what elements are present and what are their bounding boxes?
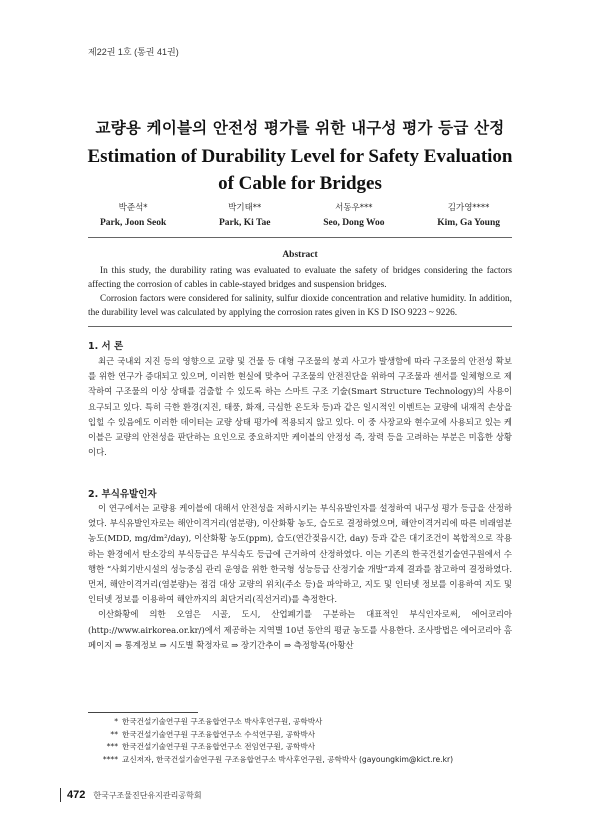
page-footer	[60, 788, 202, 802]
english-title: Estimation of Durability Level for Safety Evaluation of Cable for Bridges	[87, 146, 513, 194]
footnote-mark: **	[110, 729, 118, 739]
footnote	[88, 754, 453, 767]
abstract-paragraph: In this study, the durability rating was evaluated to evaluate the safety of bridges considering the factors affecting the corrosion of cables in cable-stayed bridges and suspension bridges.	[88, 266, 512, 290]
abstract-bottom-rule	[88, 326, 512, 327]
footnote-rule	[88, 712, 198, 713]
author-english-name: Park, Joon Seok	[100, 218, 167, 228]
footnote	[88, 716, 453, 729]
author-list	[100, 201, 500, 231]
footnote-text: 교신저자, 한국건설기술연구원 구조융합연구소 박사후연구원, 공학박사 (gayoungkim@kict.re.kr)	[122, 754, 454, 764]
footnote-mark: ***	[106, 742, 118, 751]
author-english-name: Seo, Dong Woo	[323, 218, 385, 228]
journal-name: 한국구조물진단유지관리공학회	[93, 790, 202, 800]
section-body	[88, 354, 512, 460]
footnote-text: 한국건설기술연구원 구조융합연구소 전임연구원, 공학박사	[122, 742, 316, 751]
author-korean-name: 박준석*	[118, 203, 148, 213]
abstract-heading: Abstract	[282, 250, 318, 260]
author	[219, 201, 270, 231]
footnote	[88, 741, 453, 754]
korean-title: 교량용 케이블의 안전성 평가를 위한 내구성 평가 등급 산정	[95, 119, 505, 137]
body-paragraph: 이산화황에 의한 오염은 시골, 도시, 산업폐기를 구분하는 대표적인 부식인자로써, 에어코리아(http://www.airkorea.or.kr/)에서 제공하는 지역별 10년 동안의 평균 농도를 사용한다. 조사방법은 에어코리아 홈페이지 ⇒ 통계정보 ⇒ 시도별 확정자료 ⇒ 장기간추이 ⇒ 측정항목(아황산	[88, 609, 512, 650]
page-number: 472	[67, 789, 86, 801]
section-body	[88, 501, 512, 653]
footnote-mark: *	[114, 717, 118, 726]
footnotes	[88, 716, 453, 766]
author-korean-name: 서동우***	[335, 203, 373, 213]
author-english-name: Kim, Ga Young	[437, 218, 500, 228]
volume-info: 제22권 1호 (통권 41권)	[88, 47, 179, 57]
body-paragraph: 이 연구에서는 교량용 케이블에 대해서 안전성을 저하시키는 부식유발인자를 설정하여 내구성 평가 등급을 산정하였다. 부식유발인자로는 해안이격거리(염분량), 이산화황 농도, 습도로 결정하였으며, 해안이격거리에 따른 비래염분 농도(MDD, mg/dm²/day), 이산화황 농도(ppm), 습도(연간젖음시간, day) 등과 같은 대기조건이 복합적으로 작용하는 환경에서 탄소강의 부식등급은 부식속도 등급에 근거하여 산정하였다. 이는 기존의 한국건설기술연구원에서 수행한 “사회기반시설의 성능중심 관리 운영을 위한 한국형 성능등급 산정기술 개발”과제 결과를 참고하여 결정하였다. 먼저, 해안이격거리(염분량)는 점검 대상 교량의 위치(주소 등)을 파악하고, 지도 및 인터넷 정보를 이용하여 지도 및 인터넷 정보를 이용하여 해안까지의 최단거리(직선거리)를 측정한다.	[88, 503, 512, 605]
abstract-body	[88, 264, 512, 320]
footnote-mark: ****	[102, 754, 118, 764]
section-heading: 2. 부식유발인자	[88, 489, 157, 500]
body-paragraph: 최근 국내외 지진 등의 영향으로 교량 및 건물 등 대형 구조물의 붕괴 사고가 발생함에 따라 구조물의 안전성 확보를 위한 연구가 증대되고 있으며, 이러한 현실에 맞추어 구조물의 안전진단을 위하여 구조물과 센서를 일체형으로 제작하여 구조물의 이상 상태를 검출할 수 있도록 하는 스마트 구조 기술(Smart Structure Technology)의 사용이 요구되고 있다. 특히 극한 환경(지진, 태풍, 화재, 극심한 온도차 등)과 같은 일시적인 이벤트는 교량에 내재적 손상을 입힐 수 있음에도 이러한 데이터는 교량 상태 평가에 적용되지 않고 있다. 이 중 사장교와 현수교에 사용되고 있는 케이블은 교량의 안전성을 판단하는 요인으로 중요하지만 케이블의 안정성 즉, 장력 등을 고려하는 부분은 미흡한 상황이다.	[88, 356, 512, 458]
author	[437, 201, 500, 231]
author-korean-name: 박기태**	[228, 203, 262, 213]
footnote-text: 한국건설기술연구원 구조융합연구소 박사후연구원, 공학박사	[122, 717, 323, 726]
author-english-name: Park, Ki Tae	[218, 218, 271, 228]
footer-bar	[60, 788, 61, 802]
footnote-text: 한국건설기술연구원 구조융합연구소 수석연구원, 공학박사	[122, 729, 316, 739]
author	[100, 201, 166, 231]
author-korean-name: 김가영****	[447, 203, 490, 213]
footnote	[88, 729, 453, 742]
section-heading: 1. 서 론	[88, 341, 124, 352]
author	[323, 201, 384, 231]
abstract-paragraph: Corrosion factors were considered for salinity, sulfur dioxide concentration and relative humidity. In addition, the durability level was calculated by applying the corrosion rates given in KS D ISO 9223 ~ 9226.	[88, 294, 512, 318]
abstract-top-rule	[88, 237, 512, 238]
